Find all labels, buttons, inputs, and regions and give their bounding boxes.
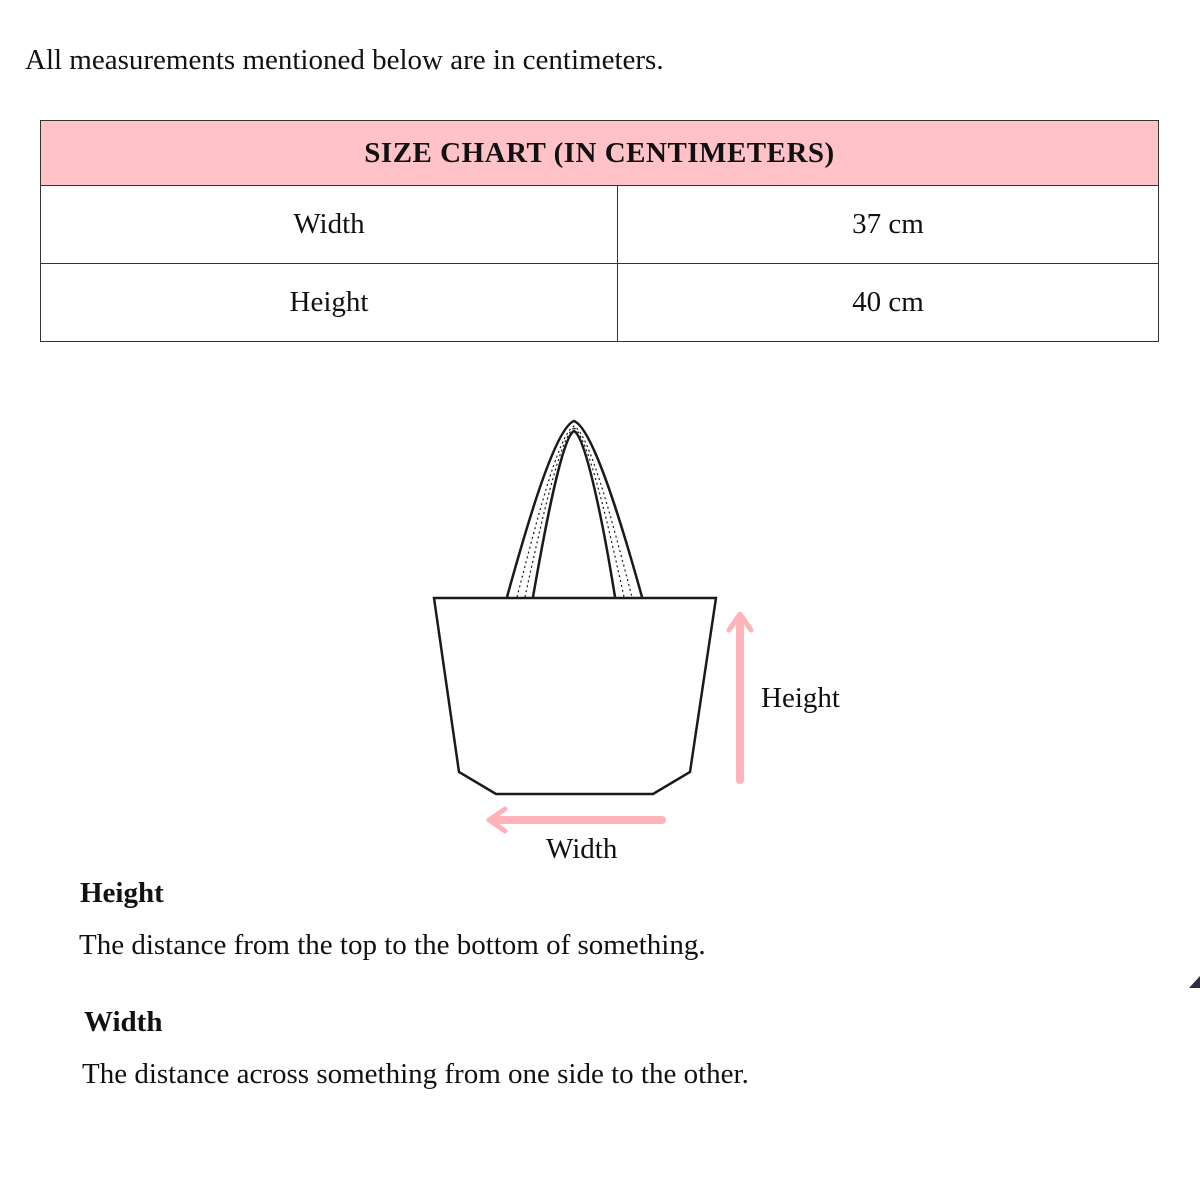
table-row xyxy=(41,264,1159,342)
table-row xyxy=(41,186,1159,264)
width-label-cell: Width xyxy=(41,186,618,264)
size-chart-header-row xyxy=(41,121,1159,186)
height-value-cell: 40 cm xyxy=(618,264,1159,342)
width-diagram-label: Width xyxy=(546,833,618,865)
bag-body xyxy=(434,598,716,794)
tote-bag-icon xyxy=(434,421,716,794)
size-chart-table xyxy=(40,120,1159,342)
size-chart-title: SIZE CHART (IN CENTIMETERS) xyxy=(41,121,1159,186)
height-definition-text: The distance from the top to the bottom of something. xyxy=(79,929,706,961)
height-diagram-label: Height xyxy=(761,682,840,714)
corner-fold-icon xyxy=(1189,976,1200,988)
width-definition-term: Width xyxy=(84,1006,163,1038)
bag-handle xyxy=(507,421,642,597)
width-arrow xyxy=(489,809,662,831)
intro-text: All measurements mentioned below are in centimeters. xyxy=(25,44,664,76)
height-arrow xyxy=(729,614,751,780)
width-definition-text: The distance across something from one side to the other. xyxy=(82,1058,749,1090)
height-label-cell: Height xyxy=(41,264,618,342)
height-definition-term: Height xyxy=(80,877,164,909)
width-value-cell: 37 cm xyxy=(618,186,1159,264)
